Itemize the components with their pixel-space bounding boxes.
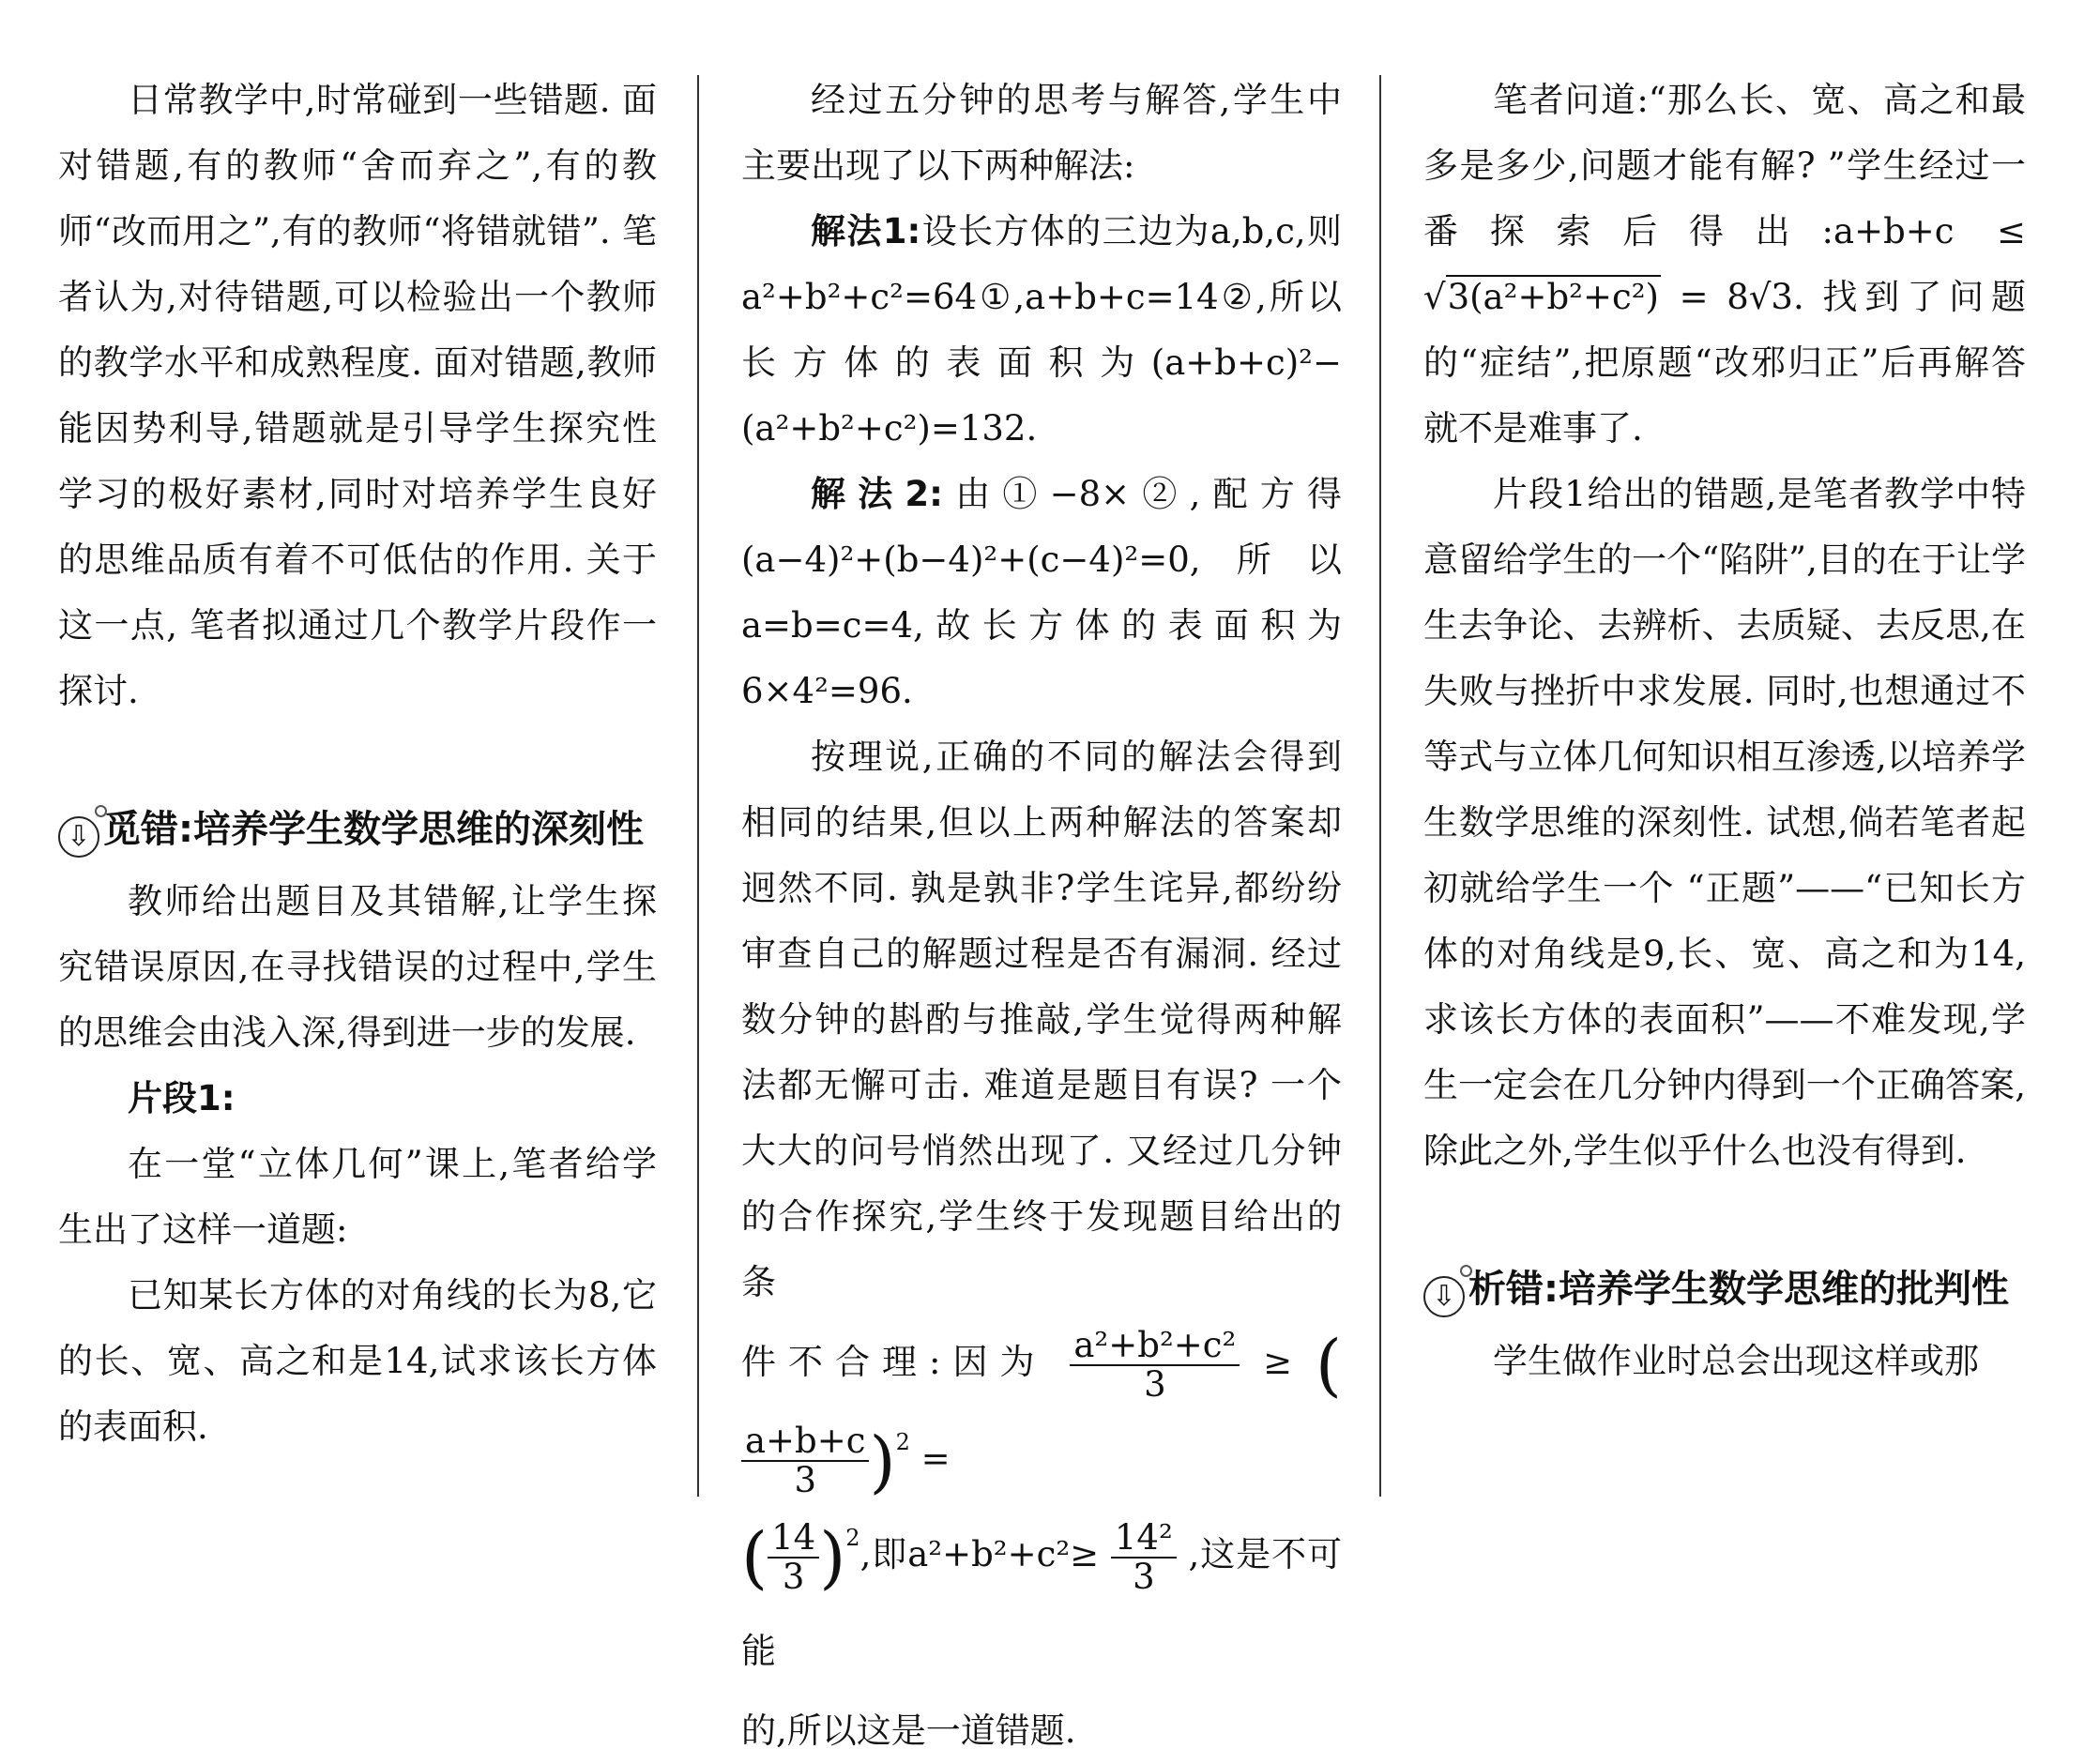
paragraph: 经过五分钟的思考与解答,学生中主要出现了以下两种解法: [741,80,1342,186]
math-symbol: ≥ [1263,1342,1293,1382]
column-3 [1423,68,2026,1394]
section-heading-analyze-errors [1423,1250,2026,1329]
paragraph-end: 的,所以这是一道错题. [741,1710,1076,1751]
fraction-denominator: 3 [1144,1363,1166,1405]
fraction-denominator: 3 [1133,1556,1155,1597]
fraction [768,1516,819,1597]
fraction-denominator: 3 [794,1460,817,1500]
problem-statement: 已知某长方体的对角线的长为8,它的长、宽、高之和是14,试求该长方体的表面积. [58,1275,657,1447]
paragraph: 教师给出题目及其错解,让学生探究错误原因,在寻找错误的过程中,学生的思维会由浅入深,得到进一步的发展. [58,881,657,1053]
section-heading-find-errors [58,790,657,869]
inequality-rhs: = 8√3 [1679,277,1793,317]
down-arrow-icon: ⇩ [58,816,99,858]
paragraph: 学生做作业时总会出现这样或那 [1493,1341,1979,1381]
intro-paragraph: 日常教学中,时常碰到一些错题. 面对错题,有的教师“舍而弃之”,有的教师“改而用之”,有的教师“将错就错”. 笔者认为,对待错题,可以检验出一个教师的教学水平和成熟程度. 面对错题,教师能因势利导,错题就是引导学生探究性学习的极好素材,同时对培养学生良好的思维品质有着不可低估的作用. 关于这一点, 笔者拟通过几个教学片段作一探讨. [58,80,657,711]
text-run: ,这是不可能 [741,1534,1343,1671]
text-run: ,即a²+b²+c²≥ [859,1534,1100,1574]
column-2 [741,68,1342,1764]
paragraph [1423,68,2026,462]
paragraph: 片段1给出的错题,是笔者教学中特意留给学生的一个“陷阱”,目的在于让学生去争论、去辨析、去质疑、去反思,在失败与挫折中求发展. 同时,也想通过不等式与立体几何知识相互渗透,以培养学生数学思维的深刻性. 试想,倘若笔者起初就给学生一个 “正题”——“已知长方体的对角线是9,长、宽、高之和为14,求该长方体的表面积”——不难发现,学生一定会在几分钟内得到一个正确答案,除此之外,学生似乎什么也没有得到. [1423,474,2026,1171]
text-run: 件不合理:因为 [741,1342,1047,1382]
text-run: 笔者问道:“那么长、宽、高之和最多是多少,问题才能有解? ”学生经过一番探索后得出: [1423,80,2026,251]
paragraph: 在一堂“立体几何”课上,笔者给学生出了这样一道题: [58,1144,657,1250]
math-symbol: = [920,1437,951,1479]
fraction [1070,1324,1240,1405]
solution-text: 设长方体的三边为a,b,c,则 a²+b²+c²=64①,a+b+c=14②,所以长方体的表面积为(a+b+c)²−(a²+b²+c²)=132. [741,211,1342,449]
solution-text: 由①−8×②,配方得(a−4)²+(b−4)²+(c−4)²=0,所以a=b=c=4,故长方体的表面积为6×4²=96. [741,474,1343,711]
solution-2 [741,462,1342,724]
paragraph: 按理说,正确的不同的解法会得到相同的结果,但以上两种解法的答案却迥然不同. 孰是孰非?学生诧异,都纷纷审查自己的解题过程是否有漏洞. 经过数分钟的斟酌与推敲,学生觉得两种解法都无懈可击. 难道是题目有误? 一个大大的问号悄然出现了. 又经过几分钟的合作探究,学生终于发现题目给出的条 [741,737,1342,1302]
radicand: 3(a²+b²+c²) [1447,277,1659,317]
fraction-denominator: 3 [782,1556,805,1597]
fragment-label: 片段1: [128,1078,236,1118]
text-run: . 找到了问题的“症结”,把原题“改邪归正”后再解答就不是难事了. [1423,277,2026,449]
fraction [741,1422,869,1499]
solution-label: 解法1: [811,211,921,251]
column-divider-right [1379,75,1381,1497]
inequality-line-2: ( $\frac{14}{3}$ )$^2$,即a²+b²+c²≥ $\frac{\text{14²}}{3}$ ,这是不可能 [741,1516,1343,1671]
fraction-numerator: a²+b²+c² [1070,1327,1240,1366]
fraction-numerator: a+b+c [741,1422,869,1462]
solution-1 [741,199,1342,462]
down-arrow-icon: ⇩ [1423,1276,1465,1317]
solution-label: 解法2: [811,474,943,514]
section-heading-text: 析错:培养学生数学思维的批判性 [1468,1268,2009,1311]
inequality-lhs: a+b+c ≤ √ [1423,211,2027,317]
column-1 [58,68,657,1460]
inequality-line: 件不合理:因为 $\frac{\text{a²+b²+c²}}{3}$ ≥ ( $\frac{a+b+c}{3}$ )$^2$ = [741,1324,1342,1500]
fraction-numerator: 14² [1111,1519,1177,1559]
fraction-numerator: 14 [768,1519,819,1559]
fraction [1111,1516,1177,1597]
column-divider-left [697,75,699,1497]
section-heading-text: 觅错:培养学生数学思维的深刻性 [103,808,644,851]
